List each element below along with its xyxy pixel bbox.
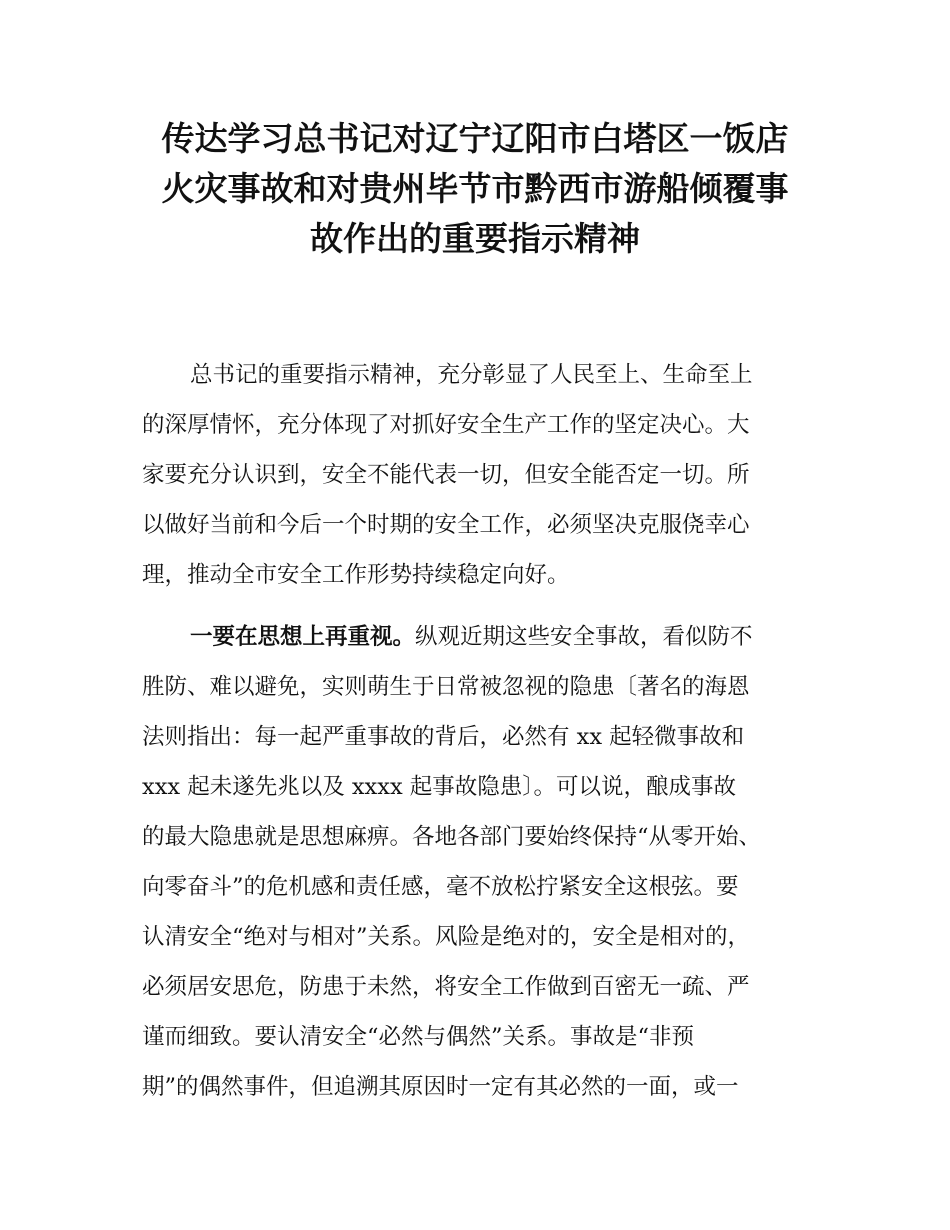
title-line: 火灾事故和对贵州毕节市黔西市游船倾覆事 — [161, 169, 789, 208]
paragraph-text: 纵观近期这些安全事故，看似防不 — [415, 624, 753, 650]
paragraph-line — [190, 622, 753, 652]
paragraph-line: 的最大隐患就是思想麻痹。各地各部门要始终保持“从零开始、 — [142, 824, 762, 850]
paragraph-line: 以做好当前和今后一个时期的安全工作，必须坚决克服侥幸心 — [142, 512, 750, 538]
document-title — [100, 114, 850, 264]
paragraph-line: 法则指出：每一起严重事故的背后，必然有 xx 起轻微事故和 — [142, 724, 745, 750]
paragraph-line: 期”的偶然事件，但追溯其原因时一定有其必然的一面，或一 — [142, 1074, 739, 1100]
paragraph-line: 胜防、难以避免，实则萌生于日常被忽视的隐患〔著名的海恩 — [142, 674, 750, 700]
paragraph-line: 总书记的重要指示精神，充分彰显了人民至上、生命至上 — [190, 362, 753, 388]
title-line: 传达学习总书记对辽宁辽阳市白塔区一饭店 — [161, 119, 789, 158]
paragraph-line: 认清安全“绝对与相对”关系。风险是绝对的，安全是相对的， — [142, 924, 751, 950]
title-line: 故作出的重要指示精神 — [310, 219, 640, 258]
paragraph-line: 的深厚情怀，充分体现了对抓好安全生产工作的坚定决心。大 — [142, 412, 750, 438]
paragraph-line: 家要充分认识到，安全不能代表一切，但安全能否定一切。所 — [142, 462, 750, 488]
paragraph-lead: 一要在思想上再重视。 — [190, 624, 416, 650]
paragraph-line: 理，推动全市安全工作形势持续稳定向好。 — [142, 562, 570, 588]
paragraph-line: xxx 起未遂先兆以及 xxxx 起事故隐患〕。可以说，酿成事故 — [142, 774, 737, 800]
paragraph-line: 谨而细致。要认清安全“必然与偶然”关系。事故是“非预 — [142, 1024, 695, 1050]
paragraph-line: 向零奋斗”的危机感和责任感，毫不放松拧紧安全这根弦。要 — [142, 874, 739, 900]
paragraph-line: 必须居安思危，防患于未然，将安全工作做到百密无一疏、严 — [142, 974, 750, 1000]
